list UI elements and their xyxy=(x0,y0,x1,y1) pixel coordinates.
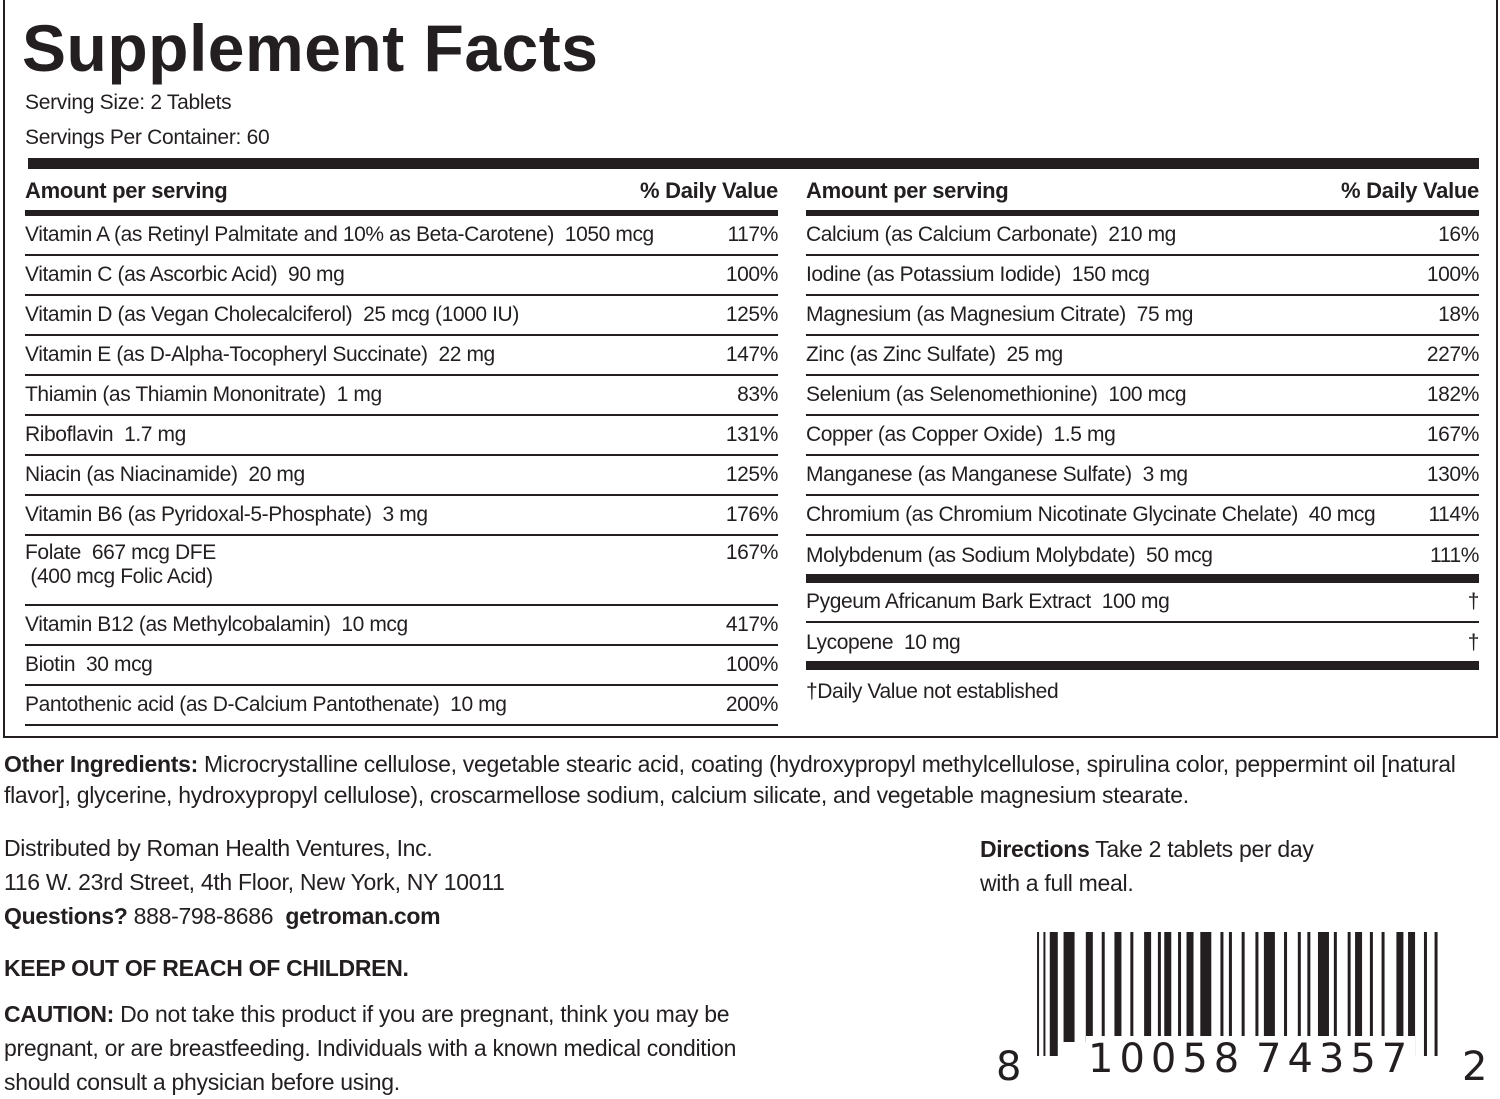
nutrient-name: Lycopene 10 mg xyxy=(806,631,961,654)
barcode-bar xyxy=(1158,932,1161,1042)
nutrient-name: Copper (as Copper Oxide) 1.5 mg xyxy=(806,423,1116,446)
barcode-bar xyxy=(1064,932,1075,1042)
daily-value: 147% xyxy=(725,343,778,366)
nutrient-row xyxy=(25,496,778,536)
barcode-bar xyxy=(1307,932,1310,1042)
nutrient-name: Vitamin B6 (as Pyridoxal-5-Phosphate) 3 mg xyxy=(25,503,428,526)
daily-value: † xyxy=(1467,631,1479,654)
barcode-bar xyxy=(1043,932,1045,1056)
daily-value: 83% xyxy=(737,383,778,406)
nutrient-row xyxy=(25,456,778,496)
nutrient-name: Pygeum Africanum Bark Extract 100 mg xyxy=(806,590,1170,613)
nutrient-name: Selenium (as Selenomethionine) 100 mcg xyxy=(806,383,1187,406)
nutrient-name: Magnesium (as Magnesium Citrate) 75 mg xyxy=(806,303,1194,326)
daily-value: 167% xyxy=(1426,423,1479,446)
nutrient-row xyxy=(25,296,778,336)
nutrient-row xyxy=(806,536,1479,576)
nutrient-row xyxy=(806,496,1479,536)
barcode-bar xyxy=(1318,932,1329,1042)
barcode-bar xyxy=(1424,932,1427,1056)
nutrient-name: Vitamin B12 (as Methylcobalamin) 10 mcg xyxy=(25,613,408,636)
nutrient-name: Biotin 30 mcg xyxy=(25,653,153,676)
nutrient-row xyxy=(25,416,778,456)
barcode-bar xyxy=(1164,932,1171,1042)
nutrient-name: Zinc (as Zinc Sulfate) 25 mg xyxy=(806,343,1063,366)
nutrient-row xyxy=(25,606,778,646)
daily-value: 176% xyxy=(725,503,778,526)
other-ingredients xyxy=(4,749,1484,811)
nutrient-name: Pantothenic acid (as D-Calcium Pantothenate) 10 mg xyxy=(25,693,507,716)
nutrient-name: Molybdenum (as Sodium Molybdate) 50 mcg xyxy=(806,544,1213,567)
nutrient-row xyxy=(806,296,1479,336)
other-ingredients-text: Microcrystalline cellulose, vegetable stearic acid, coating (hydroxypropyl methylcellulose, spirulina color, peppermint oil [natural flavor], glycerine, hydroxypropyl cellulose), croscarmellose sodium, calcium silicate, and vegetable magnesium stearate. xyxy=(4,751,1456,808)
nutrient-row xyxy=(806,456,1479,496)
serving-size: Serving Size: 2 Tablets xyxy=(25,91,232,114)
nutrient-name: Calcium (as Calcium Carbonate) 210 mg xyxy=(806,223,1176,246)
nutrient-row xyxy=(806,416,1479,456)
nutrient-name: Iodine (as Potassium Iodide) 150 mcg xyxy=(806,263,1150,286)
daily-value: 227% xyxy=(1426,343,1479,366)
left-column xyxy=(25,172,778,726)
daily-value: 114% xyxy=(1428,503,1479,526)
barcode-bar xyxy=(1284,932,1287,1042)
daily-value: 111% xyxy=(1430,544,1479,567)
daily-value: 18% xyxy=(1438,303,1479,326)
barcode-bar xyxy=(1144,932,1151,1042)
nutrient-name: Vitamin E (as D-Alpha-Tocopheryl Succinate) 22 mg xyxy=(25,343,495,366)
barcode-bar xyxy=(1355,932,1362,1042)
nutrient-row xyxy=(25,336,778,376)
other-ingredients-label: Other Ingredients: xyxy=(4,751,198,777)
barcode-bar xyxy=(1334,932,1337,1042)
daily-value: 125% xyxy=(725,463,778,486)
dv-header: % Daily Value xyxy=(1341,178,1479,203)
nutrient-row xyxy=(806,583,1479,623)
contact xyxy=(4,899,505,933)
barcode-digits-right: 74357 xyxy=(1256,1036,1414,1082)
dv-header: % Daily Value xyxy=(640,178,778,203)
footnote: †Daily Value not established xyxy=(806,680,1059,703)
daily-value: 125% xyxy=(725,303,778,326)
thick-divider xyxy=(806,574,1479,583)
nutrient-name: Vitamin C (as Ascorbic Acid) 90 mg xyxy=(25,263,345,286)
nutrient-row xyxy=(806,256,1479,296)
warning: KEEP OUT OF REACH OF CHILDREN. xyxy=(4,955,409,981)
daily-value: 200% xyxy=(725,693,778,716)
daily-value: 100% xyxy=(725,653,778,676)
barcode-bar xyxy=(1220,932,1223,1042)
barcode-bar xyxy=(1050,932,1058,1056)
barcode-bar xyxy=(1255,932,1258,1042)
barcode-digit: 2 xyxy=(1462,1044,1494,1090)
barcode-bar xyxy=(1298,932,1301,1042)
nutrient-row xyxy=(806,336,1479,376)
barcode-bar xyxy=(1178,932,1181,1042)
distributor-address: 116 W. 23rd Street, 4th Floor, New York, NY 10011 xyxy=(4,869,505,895)
directions xyxy=(980,832,1350,900)
amount-header: Amount per serving xyxy=(25,178,228,203)
barcode-digits-left: 10058 xyxy=(1088,1036,1246,1082)
website-link: getroman.com xyxy=(285,903,441,929)
barcode-digit: 8 xyxy=(996,1044,1028,1090)
barcode-bar xyxy=(1114,932,1121,1042)
barcode-bar xyxy=(1370,932,1373,1042)
daily-value: 100% xyxy=(1426,263,1479,286)
nutrient-name: Vitamin D (as Vegan Cholecalciferol) 25 mcg (1000 IU) xyxy=(25,303,519,326)
thick-divider xyxy=(28,158,1479,169)
nutrient-row xyxy=(806,216,1479,256)
nutrient-name: Vitamin A (as Retinyl Palmitate and 10% as Beta-Carotene) 1050 mcg xyxy=(25,223,654,246)
nutrient-name: Folate 667 mcg DFE (400 mcg Folic Acid) xyxy=(25,541,216,588)
nutrient-name: Niacin (as Niacinamide) 20 mg xyxy=(25,463,305,486)
daily-value: † xyxy=(1467,590,1479,613)
daily-value: 16% xyxy=(1438,223,1479,246)
barcode-bar xyxy=(1264,932,1275,1042)
barcode-bar xyxy=(1102,932,1105,1042)
directions-text: Take 2 tablets per day with a full meal. xyxy=(980,836,1314,896)
directions-label: Directions xyxy=(980,836,1090,862)
barcode-bar xyxy=(1037,932,1039,1056)
barcode-bar xyxy=(1396,932,1403,1042)
thick-divider xyxy=(806,661,1479,670)
nutrient-row xyxy=(806,376,1479,416)
nutrient-name: Chromium (as Chromium Nicotinate Glycinate Chelate) 40 mcg xyxy=(806,503,1376,526)
daily-value: 117% xyxy=(727,223,778,246)
nutrient-row xyxy=(25,536,778,606)
barcode-bar xyxy=(1382,932,1385,1042)
barcode-bar xyxy=(1187,932,1194,1042)
servings-per-container: Servings Per Container: 60 xyxy=(25,126,270,149)
nutrient-row xyxy=(25,646,778,686)
questions-label: Questions? xyxy=(4,903,128,929)
daily-value: 130% xyxy=(1426,463,1479,486)
daily-value: 417% xyxy=(725,613,778,636)
page-title: Supplement Facts xyxy=(22,11,599,85)
daily-value: 131% xyxy=(725,423,778,446)
caution-text: Do not take this product if you are pregnant, think you may be pregnant, or are breastfeeding. Individuals with a known medical condition should consult a physician before using. xyxy=(4,1001,737,1095)
nutrient-name: Manganese (as Manganese Sulfate) 3 mg xyxy=(806,463,1188,486)
nutrient-row xyxy=(25,256,778,296)
distributor-name: Distributed by Roman Health Ventures, Inc. xyxy=(4,835,433,861)
nutrient-row xyxy=(806,623,1479,663)
phone: 888-798-8686 xyxy=(127,903,286,929)
barcode-bar xyxy=(1086,932,1093,1042)
caution xyxy=(4,997,794,1099)
barcode-bar xyxy=(1130,932,1133,1042)
nutrient-name: Thiamin (as Thiamin Mononitrate) 1 mg xyxy=(25,383,382,406)
barcode-bar xyxy=(1435,932,1438,1056)
daily-value: 182% xyxy=(1426,383,1479,406)
barcode-bar xyxy=(1348,932,1351,1042)
daily-value: 100% xyxy=(725,263,778,286)
right-column xyxy=(806,172,1479,704)
nutrient-row xyxy=(25,376,778,416)
nutrient-row xyxy=(25,686,778,726)
barcode-bar xyxy=(1200,932,1211,1042)
caution-label: CAUTION: xyxy=(4,1001,115,1027)
nutrient-row xyxy=(25,216,778,256)
amount-header: Amount per serving xyxy=(806,178,1009,203)
distributor xyxy=(4,831,505,933)
daily-value: 167% xyxy=(725,541,778,564)
nutrient-name: Riboflavin 1.7 mg xyxy=(25,423,186,446)
